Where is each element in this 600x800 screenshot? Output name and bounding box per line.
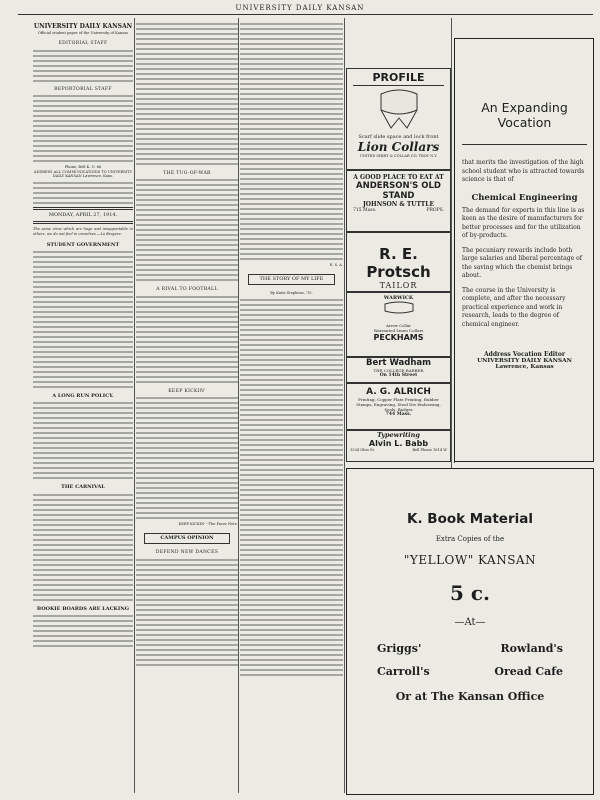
article-body	[136, 23, 238, 165]
rival-football-heading: A RIVAL TO FOOTBALL	[156, 287, 218, 293]
vocation-intro: that merits the investigation of the high school student who is attracted towards science is that of	[462, 159, 585, 183]
kbook-rowland: Rowland's	[500, 642, 563, 655]
column-rule	[134, 18, 135, 793]
alrich-name: A. G. ALRICH	[366, 387, 431, 397]
story-title-box: THE STORY OF MY LIFE	[248, 274, 335, 285]
collar-caption: Scarf slide space and lock front	[358, 134, 439, 140]
campus-opinion-box: CAMPUS OPINION	[144, 533, 230, 544]
address: 715 Mass.	[353, 208, 377, 213]
kbook-row-2	[347, 665, 593, 678]
vocation-city: Lawrence, Kansas	[495, 364, 554, 370]
article-body	[33, 251, 133, 388]
quote: The same virus which are huge and insupportable in others, we do not feel in ourselves.—La Bruyere.	[33, 227, 133, 236]
collar-maker: UNITED SHIRT & COLLAR CO. TROY N.Y.	[359, 154, 438, 158]
keep-kickin-tag: KEEP KICKIN' --The Pacer Note.	[178, 522, 238, 527]
carnival-heading: THE CARNIVAL	[61, 484, 105, 491]
proprietors: JOHNSON & TUTTLE	[362, 201, 435, 208]
babb-address: 1334 Ohio St.	[350, 448, 376, 452]
column-rule	[238, 18, 239, 793]
warwick-label: WARWICK	[383, 295, 414, 301]
double-rule	[33, 221, 133, 224]
tug-of-war-heading: THE TUG-OF-WAR	[163, 171, 211, 176]
article-body	[136, 397, 238, 519]
vocation-rule	[462, 144, 587, 145]
kbook-office: Or at The Kansan Office	[395, 690, 545, 703]
article-body	[33, 402, 133, 479]
article-signature: E. S. A.	[329, 263, 343, 267]
paper-subtitle: Official student paper of the University of Kansas	[37, 31, 129, 36]
story-body	[240, 299, 343, 676]
vocation-paragraph: The demand for experts in this line is as keen as the desire of manufacturers for better processes and for the utilization of by-products.	[462, 206, 585, 239]
andersons-name: ANDERSON'S OLD STAND	[356, 181, 441, 201]
kbook-yellow: "YELLOW" KANSAN	[403, 553, 537, 567]
article-body	[136, 296, 238, 383]
typewriting-label: Typewriting	[377, 431, 420, 439]
defend-dances-heading: DEFEND NEW DANCES	[155, 550, 219, 556]
wadham-name: Bert Wadham	[366, 358, 431, 368]
barber-label: THE COLLEGE BARBER	[373, 368, 424, 373]
kbook-griggs: Griggs'	[377, 642, 422, 655]
arrow-note: Arrow Collar	[386, 323, 411, 328]
vocation-title: An Expanding Vocation	[481, 100, 568, 130]
article-body	[240, 23, 343, 260]
reportorial-staff-heading: REPORTORIAL STAFF	[54, 86, 112, 92]
top-rule	[18, 14, 593, 15]
kbook-sub: Extra Copies of the	[435, 535, 505, 543]
reporter-list	[33, 95, 133, 142]
protsch-name: R. E. Protsch	[366, 245, 431, 281]
phone-line: Phone, Bell K. U. 66	[64, 165, 102, 170]
protsch-trade: TAILOR	[379, 281, 418, 290]
running-masthead: UNIVERSITY DAILY KANSAN	[235, 4, 365, 12]
vocation-address-label: Address Vocation Editor	[483, 351, 565, 358]
column-rule	[344, 18, 345, 793]
alrich-address: 744 Mass.	[385, 412, 412, 417]
babb-phone: Bell Phone 1614 W	[412, 448, 447, 452]
kbook-carroll: Carroll's	[377, 665, 430, 678]
vocation-org: UNIVERSITY DAILY KANSAN	[477, 358, 572, 364]
byline: By Katie Stephens, '15.	[270, 291, 313, 295]
keep-kickin-heading: KEEP KICKIN'	[168, 388, 206, 394]
kbook-oread: Oread Cafe	[494, 665, 563, 678]
good-place-label: A GOOD PLACE TO EAT AT	[353, 174, 444, 181]
kbook-at: —At—	[454, 617, 486, 628]
long-run-heading: A LONG RUN POLICY.	[52, 392, 114, 399]
kbook-title: K. Book Material	[407, 511, 533, 527]
kbook-row-1	[347, 642, 593, 655]
notice-block	[33, 182, 133, 204]
vocation-heading: Chemical Engineering	[471, 192, 578, 203]
lion-collars-brand: Lion Collars	[357, 140, 440, 154]
paper-title: UNIVERSITY DAILY KANSAN	[33, 23, 133, 30]
terms-block	[33, 145, 133, 162]
column-2	[136, 20, 238, 790]
alrich-services: Printing, Copper Plate Printing, Rubber Stamps, Engraving, Steel Die Embossing, Seals, Badges	[356, 397, 441, 412]
profile-label: PROFILE	[353, 71, 444, 86]
bookie-boards-heading: BOOKIE BOARDS ARE LACKING	[36, 605, 130, 612]
double-rule	[33, 207, 133, 210]
article-body	[33, 494, 133, 601]
peckhams-name: PECKHAMS	[373, 333, 424, 342]
column-3	[240, 20, 343, 790]
student-government-heading: STUDENT GOVERNMENT	[46, 241, 120, 248]
issue-date: MONDAY, APRIL 27, 1914.	[48, 211, 118, 218]
street-label: On 14th Street	[379, 373, 418, 378]
vocation-paragraph: The pecuniary rewards include both large salaries and liberal percentage of the saving which the chemist brings about.	[462, 246, 582, 279]
vocation-content	[462, 38, 587, 458]
vocation-paragraph: The course in the University is complete, and after the necessary practical experience and work in research, leads to the degree of chemical engineer.	[462, 286, 566, 328]
column-1	[33, 20, 133, 790]
arrow-line: Warranted Linen Collars	[373, 328, 424, 333]
kbook-price: 5 c.	[449, 581, 491, 605]
props-label: PROPS.	[426, 208, 444, 213]
article-body	[33, 615, 133, 647]
article-body	[136, 179, 238, 281]
article-body	[136, 559, 238, 666]
staff-list	[33, 50, 133, 82]
kbook-ad	[346, 468, 594, 795]
babb-name: Alvin L. Babb	[368, 439, 429, 448]
editorial-staff-heading: EDITORIAL STAFF	[58, 41, 108, 46]
address-line: ADDRESS ALL COMMUNICATIONS TO UNIVERSITY DAILY KANSAN Lawrence, Kans.	[33, 169, 133, 179]
